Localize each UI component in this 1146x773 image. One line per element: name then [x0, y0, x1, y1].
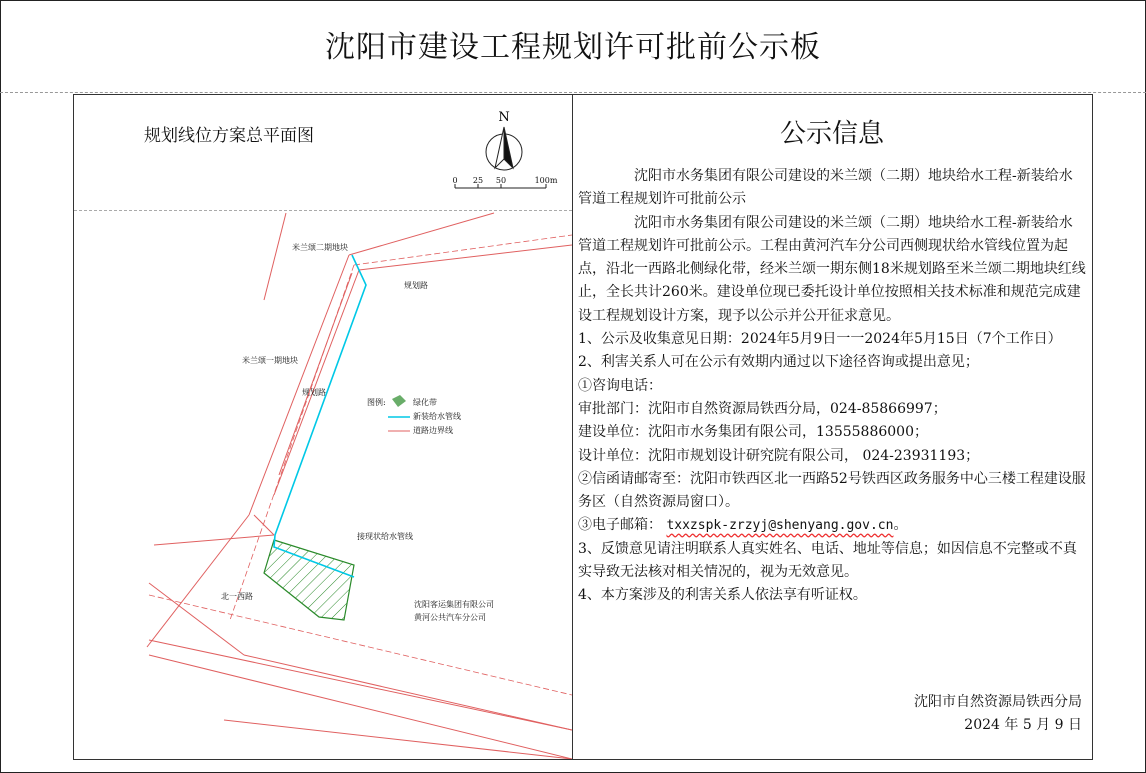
signature-block: [914, 691, 1082, 737]
north-label: N: [498, 110, 510, 125]
approval-dept: 审批部门：沈阳市自然资源局铁西分局，024-85866997；: [578, 400, 947, 417]
title-divider: [0, 92, 1146, 93]
email-heading: ③电子邮箱：: [578, 517, 662, 534]
notice-item-3: 3、反馈意见请注明联系人真实姓名、电话、地址等信息；如因信息不完整或不真实导致无法核对相关情况的，视为无效意见。: [578, 540, 1077, 581]
email-tail: 。: [893, 517, 908, 534]
label-connect-existing: 接现状给水管线: [357, 532, 413, 541]
construction-unit: 建设单位：沈阳市水务集团有限公司，13555886000；: [578, 424, 928, 441]
mail-address: ②信函请邮寄至：沈阳市铁西区北一西路52号铁西区政务服务中心三楼工程建设服务区（自然资源局窗口）。: [578, 470, 1086, 511]
email-line: [578, 514, 1086, 537]
scale-tick: 100m: [534, 176, 558, 185]
scale-tick: 0: [452, 176, 458, 185]
legend-title: 图例:: [367, 398, 386, 407]
legend-green: 绿化带: [413, 398, 437, 407]
label-planned-road: 规划路: [404, 281, 428, 290]
legend-pipe: 新装给水管线: [413, 412, 461, 421]
info-title: 公示信息: [779, 119, 884, 149]
north-arrow-icon: [486, 110, 522, 170]
label-bei-yi-xi-road: 北一西路: [221, 592, 253, 601]
scale-tick: 50: [495, 176, 507, 185]
road-centerlines: [149, 235, 572, 695]
label-company: 黄河公共汽车分公司: [414, 613, 486, 622]
scale-tick: 25: [472, 176, 484, 185]
map-title: 规划线位方案总平面图: [144, 126, 314, 146]
label-milan-phase2: 米兰颂二期地块: [292, 243, 348, 252]
sign-organization: 沈阳市自然资源局铁西分局: [914, 694, 1082, 710]
legend-boundary: 道路边界线: [413, 426, 453, 435]
scale-bar: [452, 176, 557, 188]
design-unit: 设计单位：沈阳市规划设计研究院有限公司， 024-23931193；: [578, 447, 980, 464]
legend: [367, 395, 461, 435]
notice-paragraph: 沈阳市水务集团有限公司建设的米兰颂（二期）地块给水工程-新装给水管道工程规划许可批前公示。工程由黄河汽车分公司西侧现状给水管线位置为起点，沿北一西路北侧绿化带，经米兰颂一期东侧18米规划路至米兰颂二期地块红线止，全长共计260米。建设单位现已委托设计单位按照相关技术标准和规范完成建设工程规划设计方案，现予以公示并公开征求意见。: [578, 214, 1086, 324]
label-company: 沈阳客运集团有限公司: [414, 600, 494, 609]
info-body: [578, 165, 1086, 608]
site-plan-drawing: [74, 95, 572, 759]
notice-item-1: 1、公示及收集意见日期：2024年5月9日一一2024年5月15日（7个工作日）: [578, 331, 1062, 348]
board-title: 沈阳市建设工程规划许可批前公示板: [325, 30, 821, 65]
label-planned-road: 规划路: [302, 388, 326, 397]
legend-green-swatch: [392, 395, 406, 407]
map-panel: [73, 94, 573, 760]
map-divider: [74, 210, 572, 211]
sign-date: 2024 年 5 月 9 日: [964, 717, 1082, 733]
email-address[interactable]: txxzspk-zrzyj@shenyang.gov.cn: [666, 518, 894, 534]
label-milan-phase1: 米兰颂一期地块: [242, 356, 298, 365]
road-boundaries: [147, 213, 572, 759]
phone-heading: ①咨询电话：: [578, 377, 662, 394]
notice-heading: 沈阳市水务集团有限公司建设的米兰颂（二期）地块给水工程-新装给水管道工程规划许可批前公示: [578, 168, 1073, 208]
notice-item-4: 4、本方案涉及的利害关系人依法享有听证权。: [578, 587, 867, 604]
notice-item-2: 2、利害关系人可在公示有效期内通过以下途径咨询或提出意见；: [578, 354, 979, 371]
new-water-pipe: [274, 255, 366, 577]
green-belt-area: [264, 540, 354, 620]
info-panel: [572, 94, 1093, 760]
